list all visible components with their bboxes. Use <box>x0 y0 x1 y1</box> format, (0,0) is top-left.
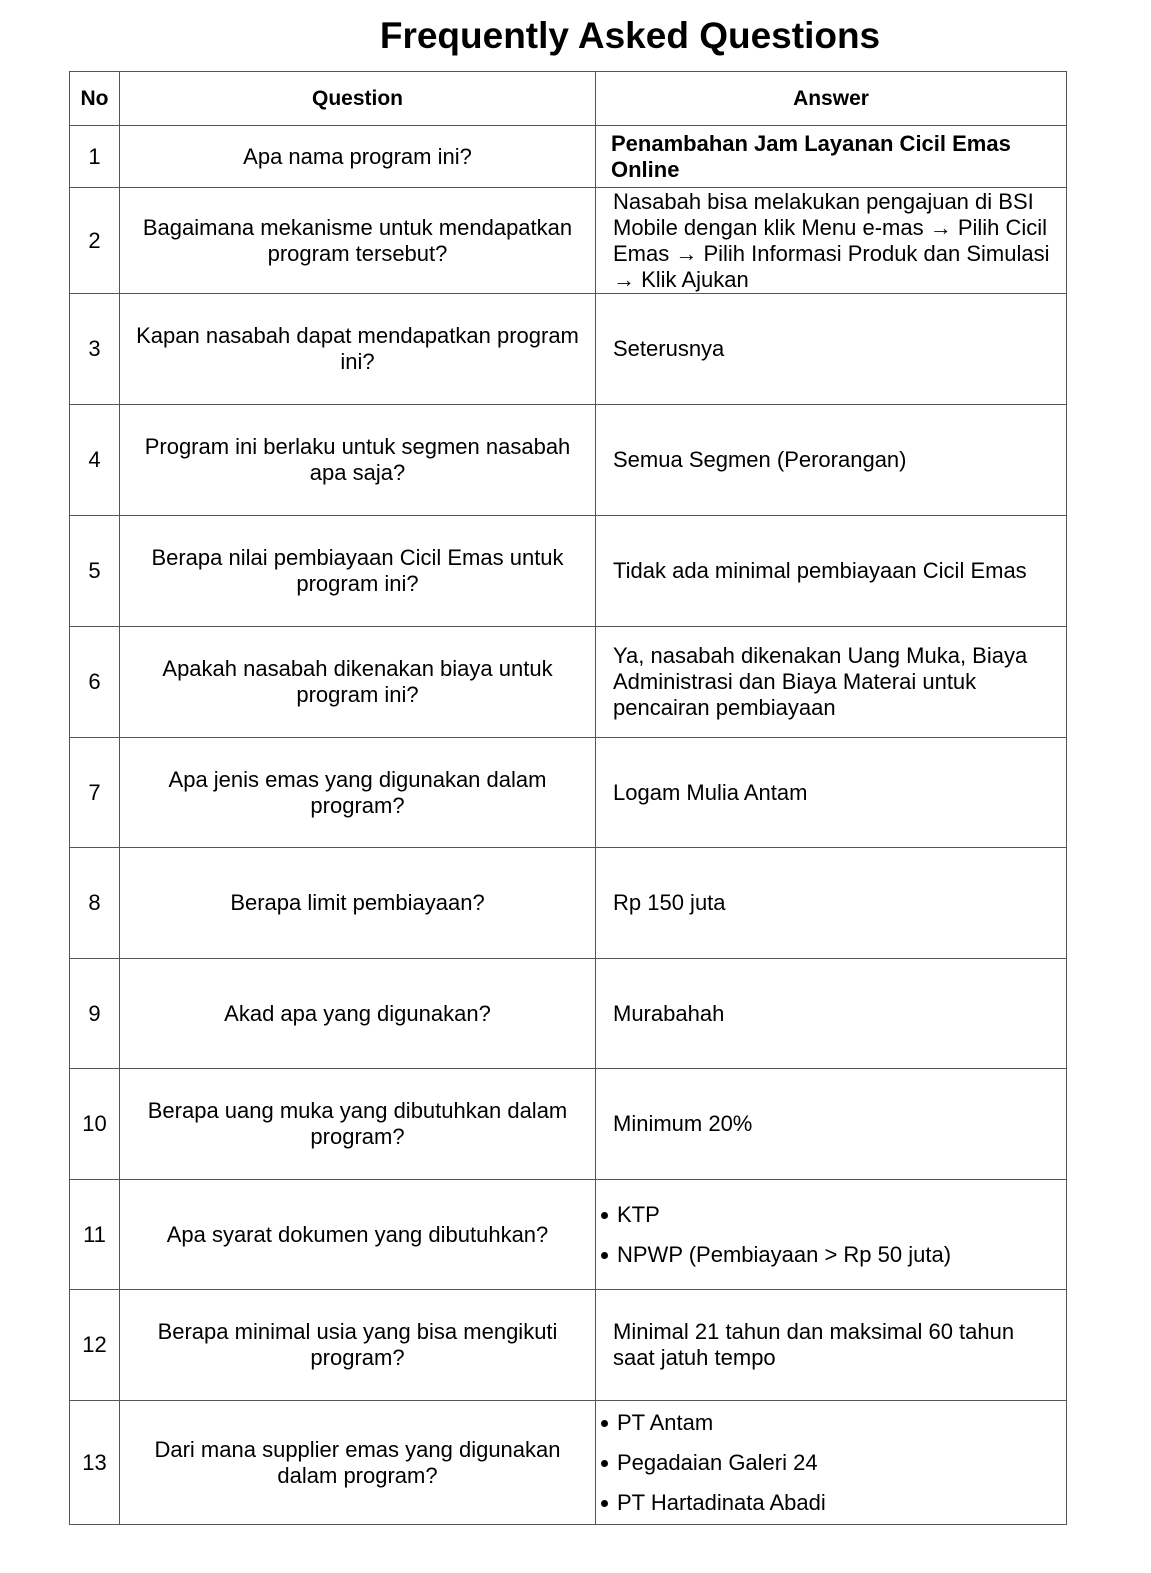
table-row <box>70 738 1067 848</box>
answer-cell: Penambahan Jam Layanan Cicil Emas Online <box>596 126 1067 188</box>
answer-cell: Nasabah bisa melakukan pengajuan di BSI Mobile dengan klik Menu e-mas → Pilih Cicil Emas → Pilih Informasi Produk dan Simulasi → Klik Ajukan <box>596 188 1067 294</box>
question-cell: Berapa minimal usia yang bisa mengikuti program? <box>120 1290 596 1401</box>
row-number: 3 <box>70 294 120 405</box>
table-row <box>70 516 1067 627</box>
row-number: 6 <box>70 627 120 738</box>
question-cell: Berapa nilai pembiayaan Cicil Emas untuk program ini? <box>120 516 596 627</box>
question-cell: Apa syarat dokumen yang dibutuhkan? <box>120 1180 596 1290</box>
row-number: 10 <box>70 1069 120 1180</box>
answer-list-item: NPWP (Pembiayaan > Rp 50 juta) <box>599 1242 1056 1268</box>
table-row <box>70 959 1067 1069</box>
question-cell: Akad apa yang digunakan? <box>120 959 596 1069</box>
answer-list-item: PT Antam <box>599 1410 1056 1436</box>
row-number: 13 <box>70 1401 120 1525</box>
answer-cell <box>596 1180 1067 1290</box>
answer-cell: Logam Mulia Antam <box>596 738 1067 848</box>
row-number: 7 <box>70 738 120 848</box>
table-row <box>70 1069 1067 1180</box>
table-row <box>70 1401 1067 1525</box>
question-cell: Apa jenis emas yang digunakan dalam program? <box>120 738 596 848</box>
header-answer: Answer <box>596 72 1067 126</box>
answer-list-item: PT Hartadinata Abadi <box>599 1490 1056 1516</box>
table-row <box>70 126 1067 188</box>
answer-cell: Minimal 21 tahun dan maksimal 60 tahun saat jatuh tempo <box>596 1290 1067 1401</box>
question-cell: Berapa limit pembiayaan? <box>120 848 596 959</box>
table-row <box>70 848 1067 959</box>
question-cell: Bagaimana mekanisme untuk mendapatkan program tersebut? <box>120 188 596 294</box>
table-row <box>70 405 1067 516</box>
row-number: 8 <box>70 848 120 959</box>
answer-cell: Murabahah <box>596 959 1067 1069</box>
table-row <box>70 294 1067 405</box>
row-number: 12 <box>70 1290 120 1401</box>
row-number: 4 <box>70 405 120 516</box>
question-cell: Program ini berlaku untuk segmen nasabah apa saja? <box>120 405 596 516</box>
answer-list-item: KTP <box>599 1202 1056 1228</box>
page-title: Frequently Asked Questions <box>379 15 881 56</box>
row-number: 2 <box>70 188 120 294</box>
question-cell: Berapa uang muka yang dibutuhkan dalam program? <box>120 1069 596 1180</box>
answer-cell: Rp 150 juta <box>596 848 1067 959</box>
answer-list-item: Pegadaian Galeri 24 <box>599 1450 1056 1476</box>
header-no: No <box>70 72 120 126</box>
answer-cell: Semua Segmen (Perorangan) <box>596 405 1067 516</box>
table-header-row <box>70 72 1067 126</box>
answer-list <box>613 1410 1056 1516</box>
answer-cell: Minimum 20% <box>596 1069 1067 1180</box>
answer-cell: Ya, nasabah dikenakan Uang Muka, Biaya Administrasi dan Biaya Materai untuk pencairan pembiayaan <box>596 627 1067 738</box>
table-row <box>70 1290 1067 1401</box>
row-number: 11 <box>70 1180 120 1290</box>
table-row <box>70 627 1067 738</box>
answer-cell <box>596 1401 1067 1525</box>
row-number: 9 <box>70 959 120 1069</box>
question-cell: Apakah nasabah dikenakan biaya untuk program ini? <box>120 627 596 738</box>
row-number: 5 <box>70 516 120 627</box>
answer-cell: Seterusnya <box>596 294 1067 405</box>
table-row <box>70 1180 1067 1290</box>
question-cell: Apa nama program ini? <box>120 126 596 188</box>
faq-table <box>69 71 1067 1525</box>
answer-cell: Tidak ada minimal pembiayaan Cicil Emas <box>596 516 1067 627</box>
question-cell: Dari mana supplier emas yang digunakan dalam program? <box>120 1401 596 1525</box>
row-number: 1 <box>70 126 120 188</box>
header-question: Question <box>120 72 596 126</box>
question-cell: Kapan nasabah dapat mendapatkan program ini? <box>120 294 596 405</box>
answer-list <box>613 1202 1056 1268</box>
faq-body <box>70 126 1067 1525</box>
table-row <box>70 188 1067 294</box>
